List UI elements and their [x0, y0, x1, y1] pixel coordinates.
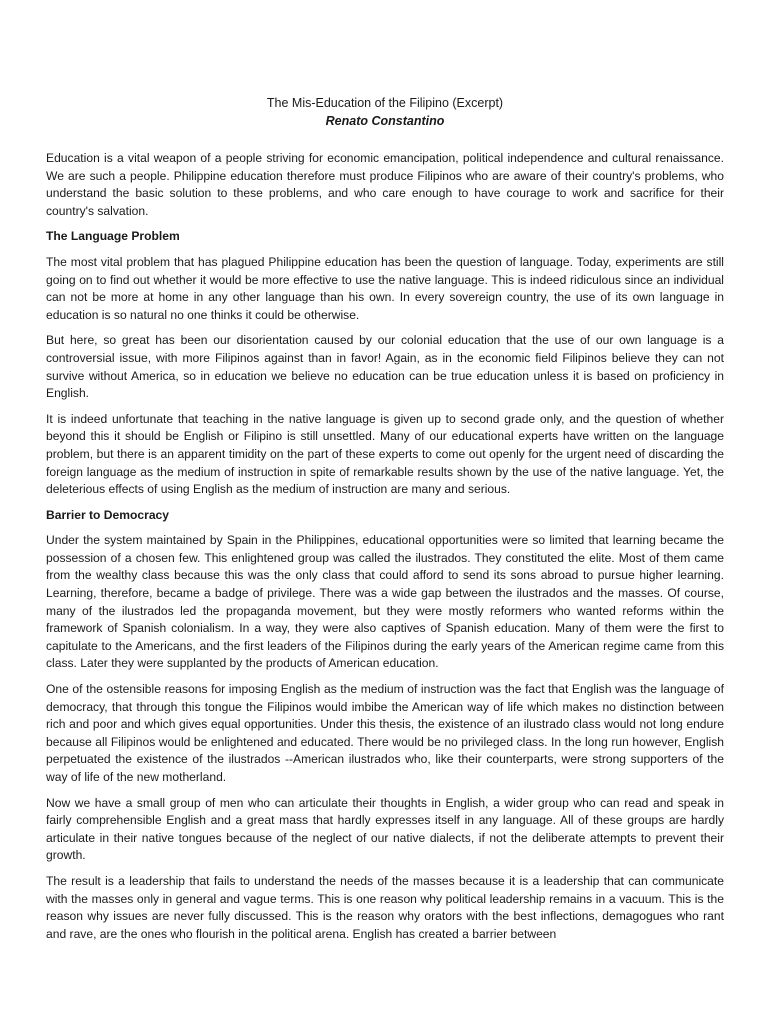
section-heading-barrier-to-democracy: Barrier to Democracy: [46, 507, 170, 522]
paragraph: One of the ostensible reasons for imposing English as the medium of instruction was the fact that English was the language of democracy, that through this tongue the Filipinos would imbibe the American way of life which makes no distinction between rich and poor and which gives equal opportunities. Under this thesis, the existence of an ilustrado class would not long endure because all Filipinos would be enlightened and educated. There would be no privileged class. In the long run however, English perpetuated the existence of the ilustrados --American ilustrados who, like their counterparts, were strong supporters of the way of life of the new motherland.: [46, 682, 724, 784]
section-heading-language-problem: The Language Problem: [46, 229, 180, 244]
document-author: Renato Constantino: [325, 114, 445, 128]
paragraph: But here, so great has been our disorientation caused by our colonial education that the use of our own language is a controversial issue, with more Filipinos against than in favor! Again, as in the economic field Filipinos believe they can not survive without America, so in education we believe no education can be true education unless it is based on proficiency in English.: [46, 333, 724, 401]
document-title: The Mis-Education of the Filipino (Excerpt): [266, 96, 504, 110]
document-page: [46, 94, 724, 951]
paragraph: It is indeed unfortunate that teaching in the native language is given up to second grade only, and the question of whether beyond this it should be English or Filipino is still unsettled. Many of our educational experts have written on the language problem, but there is an apparent timidity on the part of these experts to come out openly for the urgent need of discarding the foreign language as the medium of instruction in spite of remarkable results shown by the use of the native language. Yet, the deleterious effects of using English as the medium of instruction are many and serious.: [46, 411, 724, 497]
paragraph-intro: Education is a vital weapon of a people striving for economic emancipation, political independence and cultural renaissance. We are such a people. Philippine education therefore must produce Filipinos who are aware of their country's problems, who understand the basic solution to these problems, and who care enough to have courage to work and sacrifice for their country's salvation.: [46, 151, 724, 218]
paragraph: Under the system maintained by Spain in the Philippines, educational opportunities were so limited that learning became the possession of a chosen few. This enlightened group was called the ilustrados. They constituted the elite. Most of them came from the wealthy class because this was the only class that could afford to send its sons abroad to pursue higher learning. Learning, therefore, became a badge of privilege. There was a wide gap between the ilustrados and the masses. Of course, many of the ilustrados led the propaganda movement, but they were mostly reformers who wanted reforms within the framework of Spanish colonialism. In a way, they were also captives of Spanish education. Many of them were the first to capitulate to the Americans, and the first leaders of the Filipinos during the early years of the American regime came from this class. Later they were supplanted by the products of American education.: [46, 533, 724, 671]
paragraph: The result is a leadership that fails to understand the needs of the masses because it is a leadership that can communicate with the masses only in general and vague terms. This is one reason why political leadership remains in a vacuum. This is the reason why issues are never fully discussed. This is the reason why orators with the best inflections, demagogues who rant and rave, are the ones who flourish in the political arena. English has created a barrier between: [46, 873, 724, 941]
paragraph: The most vital problem that has plagued Philippine education has been the question of language. Today, experiments are still going on to find out whether it would be more effective to use the native language. This is indeed ridiculous since an individual can not be more at home in any other language than his own. In every sovereign country, the use of its own language in education is so natural no one thinks it could be otherwise.: [46, 254, 724, 322]
paragraph: Now we have a small group of men who can articulate their thoughts in English, a wider group who can read and speak in fairly comprehensible English and a great mass that hardly expresses itself in any language. All of these groups are hardly articulate in their native tongues because of the neglect of our native dialects, if not the deliberate attempts to prevent their growth.: [46, 795, 724, 863]
